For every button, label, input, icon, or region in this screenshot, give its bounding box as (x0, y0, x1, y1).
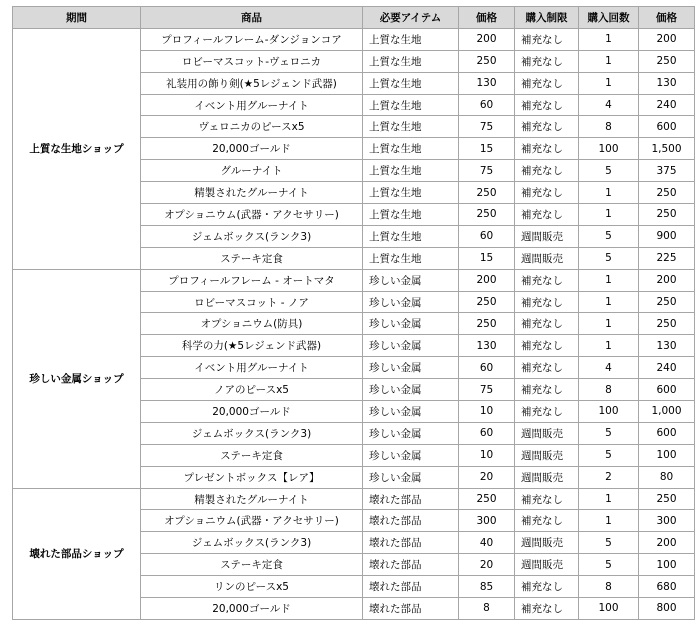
header-row (13, 7, 695, 29)
required-item-cell: 珍しい金属 (363, 466, 459, 488)
total-price-cell: 1,000 (639, 401, 695, 423)
item-cell: ロビーマスコット-ヴェロニカ (141, 50, 363, 72)
total-price-cell: 375 (639, 160, 695, 182)
item-cell: 科学の力(★5レジェンド武器) (141, 335, 363, 357)
total-price-cell: 200 (639, 269, 695, 291)
required-item-cell: 上質な生地 (363, 247, 459, 269)
purchase-limit-cell: 補充なし (515, 335, 579, 357)
header-limit: 購入制限 (515, 7, 579, 29)
total-price-cell: 130 (639, 72, 695, 94)
purchase-limit-cell: 補充なし (515, 116, 579, 138)
purchase-count-cell: 1 (579, 335, 639, 357)
table-row (13, 28, 695, 50)
purchase-limit-cell: 週間販売 (515, 225, 579, 247)
required-item-cell: 上質な生地 (363, 116, 459, 138)
purchase-count-cell: 4 (579, 94, 639, 116)
shop-period-name: 上質な生地ショップ (13, 28, 141, 269)
purchase-count-cell: 1 (579, 204, 639, 226)
total-price-cell: 300 (639, 510, 695, 532)
purchase-count-cell: 5 (579, 532, 639, 554)
purchase-limit-cell: 週間販売 (515, 247, 579, 269)
required-item-cell: 珍しい金属 (363, 401, 459, 423)
total-price-cell: 100 (639, 444, 695, 466)
purchase-limit-cell: 補充なし (515, 313, 579, 335)
shop-period-name: 壊れた部品ショップ (13, 488, 141, 619)
purchase-limit-cell: 補充なし (515, 204, 579, 226)
item-cell: オプショニウム(武器・アクセサリー) (141, 510, 363, 532)
item-cell: プロフィールフレーム - オートマタ (141, 269, 363, 291)
price-cell: 85 (459, 576, 515, 598)
table-row (13, 488, 695, 510)
total-price-cell: 250 (639, 313, 695, 335)
purchase-limit-cell: 補充なし (515, 291, 579, 313)
item-cell: ノアのピースx5 (141, 379, 363, 401)
price-cell: 10 (459, 401, 515, 423)
item-cell: 20,000ゴールド (141, 401, 363, 423)
required-item-cell: 珍しい金属 (363, 379, 459, 401)
price-cell: 60 (459, 357, 515, 379)
required-item-cell: 壊れた部品 (363, 576, 459, 598)
shop-table-container (12, 6, 695, 620)
purchase-limit-cell: 補充なし (515, 160, 579, 182)
total-price-cell: 200 (639, 28, 695, 50)
purchase-limit-cell: 補充なし (515, 401, 579, 423)
purchase-count-cell: 1 (579, 72, 639, 94)
price-cell: 200 (459, 269, 515, 291)
total-price-cell: 250 (639, 291, 695, 313)
header-price: 価格 (459, 7, 515, 29)
required-item-cell: 上質な生地 (363, 204, 459, 226)
purchase-count-cell: 1 (579, 269, 639, 291)
purchase-limit-cell: 補充なし (515, 510, 579, 532)
purchase-count-cell: 5 (579, 225, 639, 247)
purchase-limit-cell: 補充なし (515, 379, 579, 401)
total-price-cell: 250 (639, 204, 695, 226)
price-cell: 20 (459, 466, 515, 488)
total-price-cell: 1,500 (639, 138, 695, 160)
price-cell: 250 (459, 488, 515, 510)
item-cell: イベント用グルーナイト (141, 357, 363, 379)
item-cell: オプショニウム(武器・アクセサリー) (141, 204, 363, 226)
price-cell: 75 (459, 160, 515, 182)
total-price-cell: 250 (639, 182, 695, 204)
price-cell: 300 (459, 510, 515, 532)
total-price-cell: 600 (639, 116, 695, 138)
item-cell: ステーキ定食 (141, 554, 363, 576)
required-item-cell: 上質な生地 (363, 225, 459, 247)
price-cell: 250 (459, 182, 515, 204)
purchase-count-cell: 100 (579, 401, 639, 423)
required-item-cell: 壊れた部品 (363, 554, 459, 576)
item-cell: 精製されたグルーナイト (141, 488, 363, 510)
purchase-count-cell: 2 (579, 466, 639, 488)
total-price-cell: 900 (639, 225, 695, 247)
total-price-cell: 200 (639, 532, 695, 554)
item-cell: ヴェロニカのピースx5 (141, 116, 363, 138)
total-price-cell: 250 (639, 488, 695, 510)
purchase-limit-cell: 補充なし (515, 488, 579, 510)
required-item-cell: 壊れた部品 (363, 510, 459, 532)
required-item-cell: 壊れた部品 (363, 532, 459, 554)
required-item-cell: 上質な生地 (363, 50, 459, 72)
total-price-cell: 80 (639, 466, 695, 488)
purchase-limit-cell: 補充なし (515, 28, 579, 50)
required-item-cell: 珍しい金属 (363, 313, 459, 335)
purchase-limit-cell: 週間販売 (515, 532, 579, 554)
purchase-count-cell: 1 (579, 488, 639, 510)
purchase-count-cell: 5 (579, 160, 639, 182)
required-item-cell: 上質な生地 (363, 94, 459, 116)
purchase-limit-cell: 補充なし (515, 72, 579, 94)
purchase-count-cell: 1 (579, 182, 639, 204)
purchase-count-cell: 1 (579, 510, 639, 532)
purchase-limit-cell: 週間販売 (515, 444, 579, 466)
total-price-cell: 680 (639, 576, 695, 598)
price-cell: 75 (459, 116, 515, 138)
purchase-limit-cell: 補充なし (515, 576, 579, 598)
header-count: 購入回数 (579, 7, 639, 29)
item-cell: ステーキ定食 (141, 444, 363, 466)
item-cell: ジェムボックス(ランク3) (141, 532, 363, 554)
item-cell: オプショニウム(防具) (141, 313, 363, 335)
total-price-cell: 240 (639, 357, 695, 379)
total-price-cell: 100 (639, 554, 695, 576)
purchase-count-cell: 8 (579, 116, 639, 138)
required-item-cell: 珍しい金属 (363, 335, 459, 357)
purchase-limit-cell: 週間販売 (515, 422, 579, 444)
shop-table (12, 6, 695, 620)
purchase-limit-cell: 補充なし (515, 50, 579, 72)
purchase-count-cell: 5 (579, 554, 639, 576)
purchase-count-cell: 1 (579, 291, 639, 313)
price-cell: 60 (459, 422, 515, 444)
required-item-cell: 珍しい金属 (363, 269, 459, 291)
price-cell: 250 (459, 50, 515, 72)
item-cell: 20,000ゴールド (141, 138, 363, 160)
price-cell: 15 (459, 247, 515, 269)
purchase-limit-cell: 週間販売 (515, 554, 579, 576)
total-price-cell: 800 (639, 598, 695, 620)
purchase-count-cell: 5 (579, 444, 639, 466)
purchase-count-cell: 4 (579, 357, 639, 379)
required-item-cell: 珍しい金属 (363, 357, 459, 379)
item-cell: ジェムボックス(ランク3) (141, 225, 363, 247)
item-cell: ジェムボックス(ランク3) (141, 422, 363, 444)
price-cell: 60 (459, 94, 515, 116)
purchase-count-cell: 5 (579, 247, 639, 269)
item-cell: 精製されたグルーナイト (141, 182, 363, 204)
required-item-cell: 珍しい金属 (363, 422, 459, 444)
purchase-limit-cell: 補充なし (515, 269, 579, 291)
item-cell: リンのピースx5 (141, 576, 363, 598)
required-item-cell: 壊れた部品 (363, 488, 459, 510)
purchase-count-cell: 5 (579, 422, 639, 444)
required-item-cell: 壊れた部品 (363, 598, 459, 620)
total-price-cell: 600 (639, 422, 695, 444)
required-item-cell: 上質な生地 (363, 28, 459, 50)
purchase-count-cell: 100 (579, 598, 639, 620)
purchase-limit-cell: 補充なし (515, 138, 579, 160)
price-cell: 15 (459, 138, 515, 160)
shop-table-body (13, 28, 695, 619)
purchase-limit-cell: 補充なし (515, 94, 579, 116)
table-row (13, 269, 695, 291)
price-cell: 130 (459, 335, 515, 357)
item-cell: プレゼントボックス【レア】 (141, 466, 363, 488)
required-item-cell: 上質な生地 (363, 72, 459, 94)
item-cell: ロビーマスコット - ノア (141, 291, 363, 313)
price-cell: 40 (459, 532, 515, 554)
item-cell: プロフィールフレーム-ダンジョンコア (141, 28, 363, 50)
price-cell: 200 (459, 28, 515, 50)
total-price-cell: 130 (639, 335, 695, 357)
item-cell: イベント用グルーナイト (141, 94, 363, 116)
price-cell: 250 (459, 204, 515, 226)
header-total: 価格 (639, 7, 695, 29)
purchase-count-cell: 1 (579, 313, 639, 335)
purchase-count-cell: 8 (579, 379, 639, 401)
price-cell: 250 (459, 291, 515, 313)
required-item-cell: 上質な生地 (363, 160, 459, 182)
total-price-cell: 600 (639, 379, 695, 401)
purchase-count-cell: 8 (579, 576, 639, 598)
required-item-cell: 上質な生地 (363, 182, 459, 204)
header-required: 必要アイテム (363, 7, 459, 29)
purchase-count-cell: 100 (579, 138, 639, 160)
price-cell: 75 (459, 379, 515, 401)
total-price-cell: 225 (639, 247, 695, 269)
required-item-cell: 上質な生地 (363, 138, 459, 160)
item-cell: 礼装用の飾り剣(★5レジェンド武器) (141, 72, 363, 94)
required-item-cell: 珍しい金属 (363, 444, 459, 466)
total-price-cell: 240 (639, 94, 695, 116)
purchase-limit-cell: 補充なし (515, 598, 579, 620)
header-item: 商品 (141, 7, 363, 29)
price-cell: 60 (459, 225, 515, 247)
purchase-count-cell: 1 (579, 50, 639, 72)
price-cell: 10 (459, 444, 515, 466)
purchase-limit-cell: 補充なし (515, 182, 579, 204)
purchase-limit-cell: 週間販売 (515, 466, 579, 488)
price-cell: 20 (459, 554, 515, 576)
price-cell: 130 (459, 72, 515, 94)
item-cell: ステーキ定食 (141, 247, 363, 269)
shop-period-name: 珍しい金属ショップ (13, 269, 141, 488)
total-price-cell: 250 (639, 50, 695, 72)
purchase-limit-cell: 補充なし (515, 357, 579, 379)
item-cell: 20,000ゴールド (141, 598, 363, 620)
purchase-count-cell: 1 (579, 28, 639, 50)
header-period: 期間 (13, 7, 141, 29)
price-cell: 250 (459, 313, 515, 335)
required-item-cell: 珍しい金属 (363, 291, 459, 313)
item-cell: グルーナイト (141, 160, 363, 182)
price-cell: 8 (459, 598, 515, 620)
